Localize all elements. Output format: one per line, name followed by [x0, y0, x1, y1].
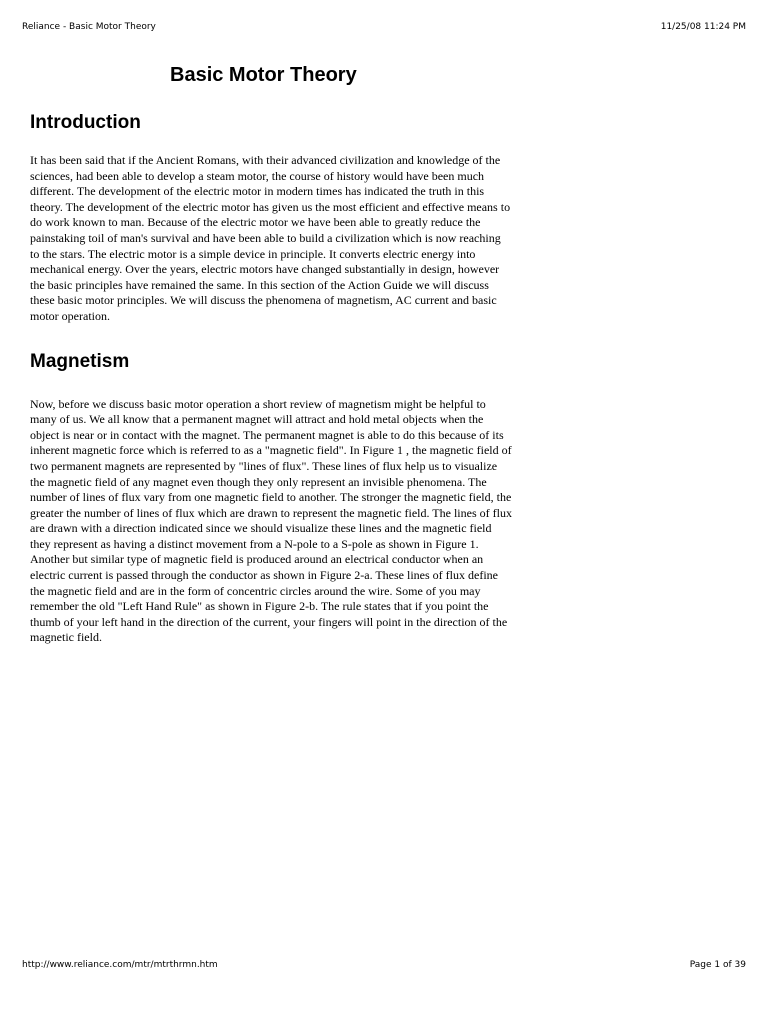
header-page-title: Reliance - Basic Motor Theory [22, 22, 156, 32]
paragraph-introduction: It has been said that if the Ancient Romans, with their advanced civilization and knowledge of the sciences, had been able to develop a steam motor, the course of history would have been much different. The development of the electric motor in modern times has indicated the truth in this theory. The development of the electric motor has given us the most efficient and effective means to do work known to man. Because of the electric motor we have been able to greatly reduce the painstaking toil of man's survival and have been able to build a civilization which is now reaching to the stars. The electric motor is a simple device in principle. It converts electric energy into mechanical energy. Over the years, electric motors have changed substantially in design, however the basic principles have remained the same. In this section of the Action Guide we will discuss these basic motor principles. We will discuss the phenomena of magnetism, AC current and basic motor operation. [30, 153, 511, 323]
section-heading-introduction: Introduction [30, 112, 141, 133]
section-heading-magnetism: Magnetism [30, 350, 130, 372]
header-timestamp: 11/25/08 11:24 PM [660, 22, 746, 32]
paragraph-magnetism: Now, before we discuss basic motor operation a short review of magnetism might be helpful to many of us. We all know that a permanent magnet will attract and hold metal objects when the object is near or in contact with the magnet. The permanent magnet is able to do this because of its inherent magnetic force which is referred to as a "magnetic field". In Figure 1 , the magnetic field of two permanent magnets are represented by "lines of flux". These lines of flux help us to visualize the magnetic field of any magnet even though they only represent an invisible phenomena. The number of lines of flux vary from one magnetic field to another. The stronger the magnetic field, the greater the number of lines of flux which are drawn to represent the magnetic field. The lines of flux are drawn with a direction indicated since we should visualize these lines and the magnetic field they represent as having a distinct movement from a N-pole to a S-pole as shown in Figure 1. Another but similar type of magnetic field is produced around an electrical conductor when an electric current is passed through the conductor as shown in Figure 2-a. These lines of flux define the magnetic field and are in the form of concentric circles around the wire. Some of you may remember the old "Left Hand Rule" as shown in Figure 2-b. The rule states that if you point the thumb of your left hand in the direction of the current, your fingers will point in the direction of the magnetic field. [30, 396, 512, 645]
footer-page-number: Page 1 of 39 [689, 960, 746, 970]
footer-url: http://www.reliance.com/mtr/mtrthrmn.htm [22, 960, 218, 970]
document-title: Basic Motor Theory [170, 64, 357, 86]
document-body [30, 60, 512, 646]
